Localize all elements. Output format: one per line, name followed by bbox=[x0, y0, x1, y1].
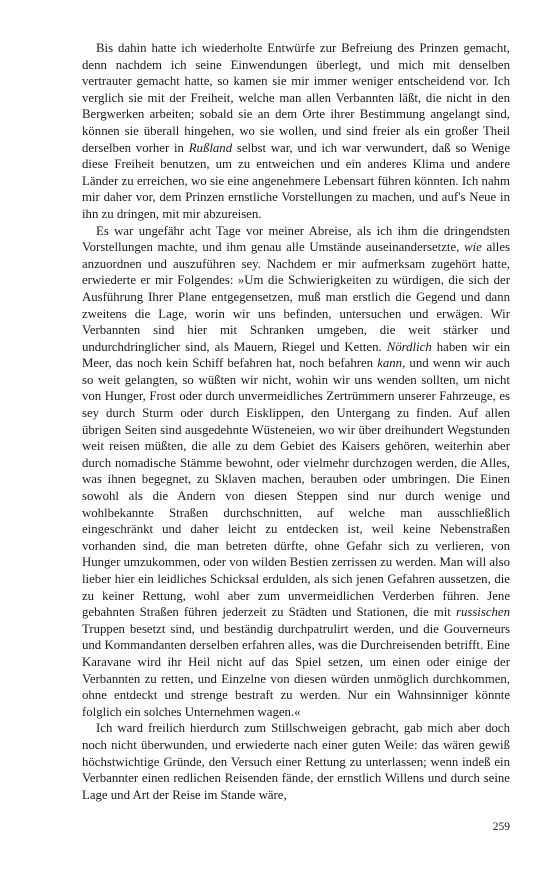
text-run: Truppen besetzt sind, und beständig durchpatrulirt werden, und die Gouverneurs und Kommandanten derselben erfahren alles, was die Durchreisenden betrifft. Eine Karavane wird ihr Heil nicht auf das Spiel setzen, um einen oder einige der Verbannten zu retten, und Einzelne von diesen würden unmöglich durchkommen, ohne entdeckt und strenge bestraft zu werden. Nur ein Wahnsinniger könnte folglich ein solches Unternehmen wagen.« bbox=[82, 621, 510, 719]
emphasis-run: kann bbox=[377, 356, 403, 371]
paragraph bbox=[82, 223, 510, 721]
page-number: 259 bbox=[492, 821, 510, 833]
emphasis-run: Nördlich bbox=[386, 339, 432, 354]
text-run: selbst war, und ich war verwundert, daß so Wenige diese Freiheit benutzen, um zu entweichen und ein anderes Klima und andere Länder zu erreichen, wo sie eine angenehmere Lebensart führen könnten. Ich nahm mir daher vor, dem Prinzen ernstliche Vorstellungen zu machen, und auf's Neue in ihn zu dringen, mit mir abzureisen. bbox=[82, 140, 511, 221]
text-run: , und wenn wir auch so weit gelangten, so wüßten wir nicht, wohin wir uns wenden sollten, um nicht von Hunger, Frost oder durch unvermeidliches Zertrümmern unserer Fahrzeuge, es sey durch Sturm oder durch Eisklippen, den Untergang zu finden. Auf allen übrigen Seiten sind ausgedehnte Wüsteneien, wo wir über dreihundert Wegstunden weit reisen müßten, die alle zu dem Gebiet des Kaisers gehören, weiterhin aber durch nomadische Stämme bewohnt, oder vielmehr durchzogen werden, die Alles, was ihnen begegnet, zu Sklaven machen, berauben oder umbringen. Die Einen sowohl als die Andern von diesen Steppen sind nur durch wenige und wohlbekannte Straßen durchschnitten, auf welche man ausschließlich eingeschränkt und daher leicht zu entdecken ist, weil keine Nebenstraßen vorhanden sind, die man betreten dürfte, ohne Gefahr sich zu verlieren, von Hunger umzukommen, oder von wilden Bestien zerrissen zu werden. Man will also lieber hier ein leidliches Schicksal erdulden, als sich jenen Gefahren aussetzen, die zu keiner Rettung, wohl aber zum unvermeidlichen Verderben führen. Jene gebahnten Straßen führen jederzeit zu Städten und Stationen, die mit bbox=[82, 356, 510, 620]
paragraph bbox=[82, 40, 510, 223]
text-run: alles anzuordnen und auszuführen sey. Nachdem er mir aufmerksam zugehört hatte, erwiederte er mir Folgendes: »Um die Schwierigkeiten zu würdigen, die sich der Ausführung Ihrer Plane entgegensetzen, muß man erstlich die Gegend und dann zweitens die Lage, worin wir uns befinden, untersuchen und erwägen. Wir Verbannten sind hier mit Schranken umgeben, die weit stärker und undurchdringlicher sind, als Mauern, Riegel und Ketten. bbox=[82, 240, 510, 354]
text-run: Ich ward freilich hierdurch zum Stillschweigen gebracht, gab mich aber doch noch nicht überwunden, und erwiederte nach einer guten Weile: das wären gewiß höchstwichtige Gründe, den Versuch einer Rettung zu unterlassen; wenn indeß ein Verbannter einen redlichen Reisenden fände, der ernstlich Willens und durch seine Lage und Art der Reise im Stande wäre, bbox=[82, 721, 510, 802]
text-run: Bis dahin hatte ich wiederholte Entwürfe zur Befreiung des Prinzen gemacht, denn nachdem ich seine Einwendungen überlegt, und mich mit denselben vertrauter gemacht hatte, so kamen sie mir immer weniger entscheidend vor. Ich verglich sie mit der Freiheit, welche man allen Verbannten läßt, die nicht in den Bergwerken arbeiten; sobald sie an dem Orte ihrer Bestimmung angelangt sind, können sie überall hingehen, wo sie wollen, und sind freier als ein großer Theil derselben vorher in bbox=[82, 41, 510, 155]
body-text bbox=[82, 40, 510, 803]
paragraph bbox=[82, 720, 510, 803]
emphasis-run: wie bbox=[464, 240, 482, 255]
text-run: Es war ungefähr acht Tage vor meiner Abreise, als ich ihm die dringendsten Vorstellungen machte, und ihm genau alle Umstände auseinandersetzte, bbox=[82, 223, 510, 255]
emphasis-run: Rußland bbox=[188, 140, 233, 155]
text-run: haben wir ein Meer, das noch kein Schiff befahren hat, noch befahren bbox=[82, 339, 510, 371]
emphasis-run: russischen bbox=[455, 605, 510, 620]
